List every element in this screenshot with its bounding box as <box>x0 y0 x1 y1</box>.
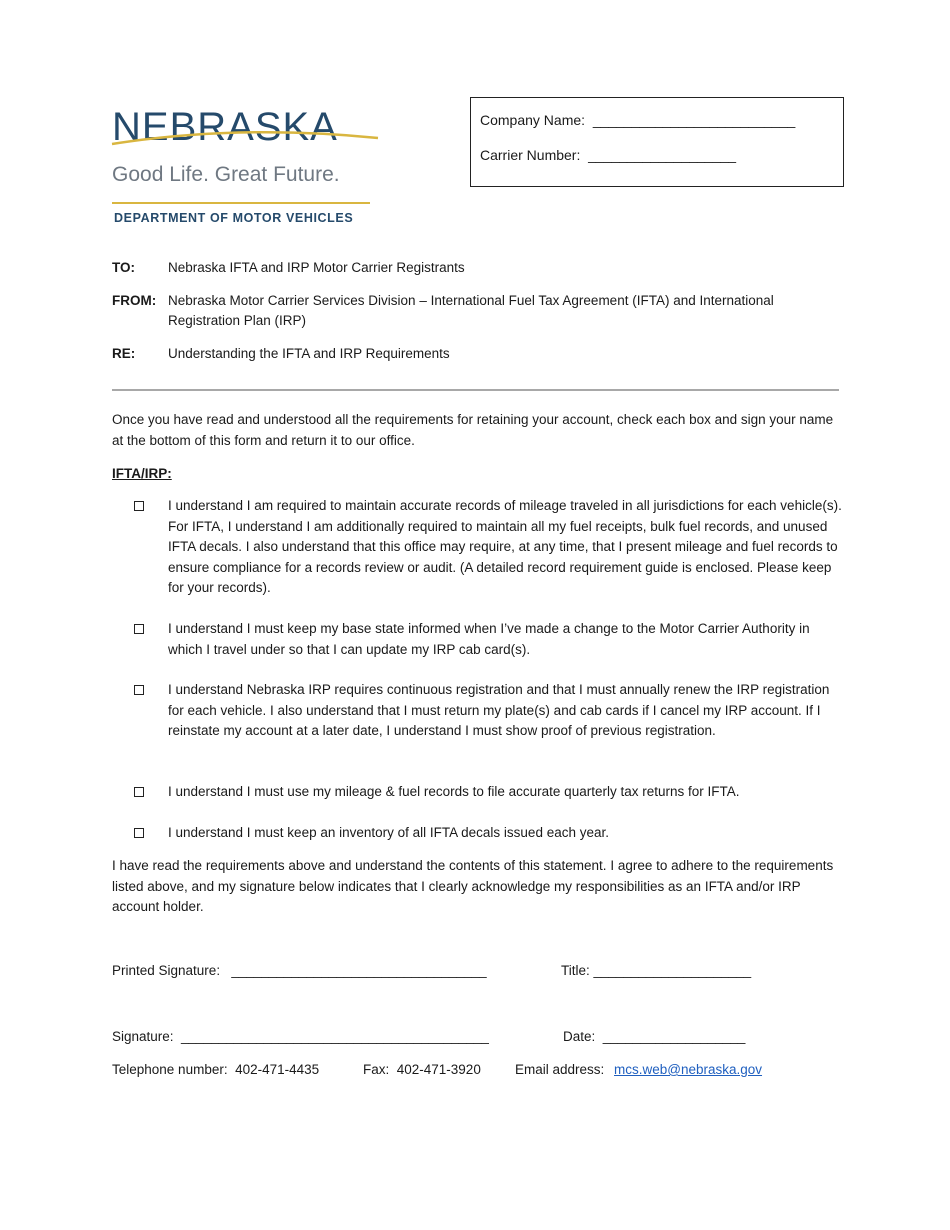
signature-field[interactable]: Signature: _________________________________________ <box>112 1029 489 1044</box>
printed-signature-field[interactable]: Printed Signature: __________________________________ <box>112 963 487 978</box>
date-field[interactable]: Date: ___________________ <box>563 1029 746 1044</box>
header-divider <box>112 389 839 391</box>
memo-from-label: FROM: <box>112 293 157 308</box>
email-link[interactable]: mcs.web@nebraska.gov <box>614 1062 763 1077</box>
checklist-item-3: I understand Nebraska IRP requires continuous registration and that I must annually renew the IRP registration for each vehicle. I also understand that I must return my plate(s) and cab cards if I cancel my IRP account. If I reinstate my account at a later date, I understand I must show proof of previous registration. <box>168 682 830 738</box>
intro-paragraph: Once you have read and understood all the requirements for retaining your account, check each box and sign your name at the bottom of this form and return it to our office. <box>112 412 834 448</box>
logo-divider <box>112 202 370 204</box>
memo-to-label: TO: <box>112 260 135 275</box>
section-heading: IFTA/IRP: <box>112 466 172 481</box>
email-label: Email address: <box>515 1062 605 1077</box>
checklist-item-5: I understand I must keep an inventory of all IFTA decals issued each year. <box>168 825 609 840</box>
memo-re-label: RE: <box>112 346 136 361</box>
logo-swoosh-icon <box>110 124 380 154</box>
logo-tagline: Good Life. Great Future. <box>112 163 340 186</box>
checkbox-3[interactable] <box>134 685 144 695</box>
telephone-number: Telephone number: 402-471-4435 <box>112 1062 320 1077</box>
checklist-item-2: I understand I must keep my base state informed when I’ve made a change to the Motor Carrier Authority in which I travel under so that I can update my IRP cab card(s). <box>168 621 810 657</box>
nebraska-dmv-logo <box>112 104 392 229</box>
checkbox-1[interactable] <box>134 501 144 511</box>
checklist-item-4: I understand I must use my mileage & fuel records to file accurate quarterly tax returns for IFTA. <box>168 784 740 799</box>
title-field[interactable]: Title: _____________________ <box>561 963 752 978</box>
memo-from-value: Nebraska Motor Carrier Services Division – International Fuel Tax Agreement (IFTA) and International Registration Plan (IRP) <box>168 293 774 328</box>
company-name-field[interactable]: Company Name: __________________________ <box>480 112 796 128</box>
company-info-box <box>470 97 844 187</box>
checklist-item-1: I understand I am required to maintain accurate records of mileage traveled in all jurisdictions for each vehicle(s). For IFTA, I understand I am additionally required to maintain all my fuel receipts, bulk fuel records, and unused IFTA decals. I also understand that this office may require, at any time, that I present mileage and fuel records to ensure compliance for a records review or audit. (A detailed record requirement guide is enclosed. Please keep for your records). <box>168 498 842 595</box>
memo-re-value: Understanding the IFTA and IRP Requirements <box>168 346 450 361</box>
logo-wordmark: NEBRASKA <box>112 105 338 149</box>
logo-department: DEPARTMENT OF MOTOR VEHICLES <box>114 211 354 225</box>
checkbox-4[interactable] <box>134 787 144 797</box>
checkbox-5[interactable] <box>134 828 144 838</box>
carrier-number-field[interactable]: Carrier Number: ___________________ <box>480 147 737 163</box>
checkbox-2[interactable] <box>134 624 144 634</box>
acknowledgement-paragraph: I have read the requirements above and understand the contents of this statement. I agree to adhere to the requirements listed above, and my signature below indicates that I clearly acknowledge my responsibilities as an IFTA and/or IRP account holder. <box>112 858 834 914</box>
fax-number: Fax: 402-471-3920 <box>363 1062 481 1077</box>
memo-to-value: Nebraska IFTA and IRP Motor Carrier Registrants <box>168 260 465 275</box>
